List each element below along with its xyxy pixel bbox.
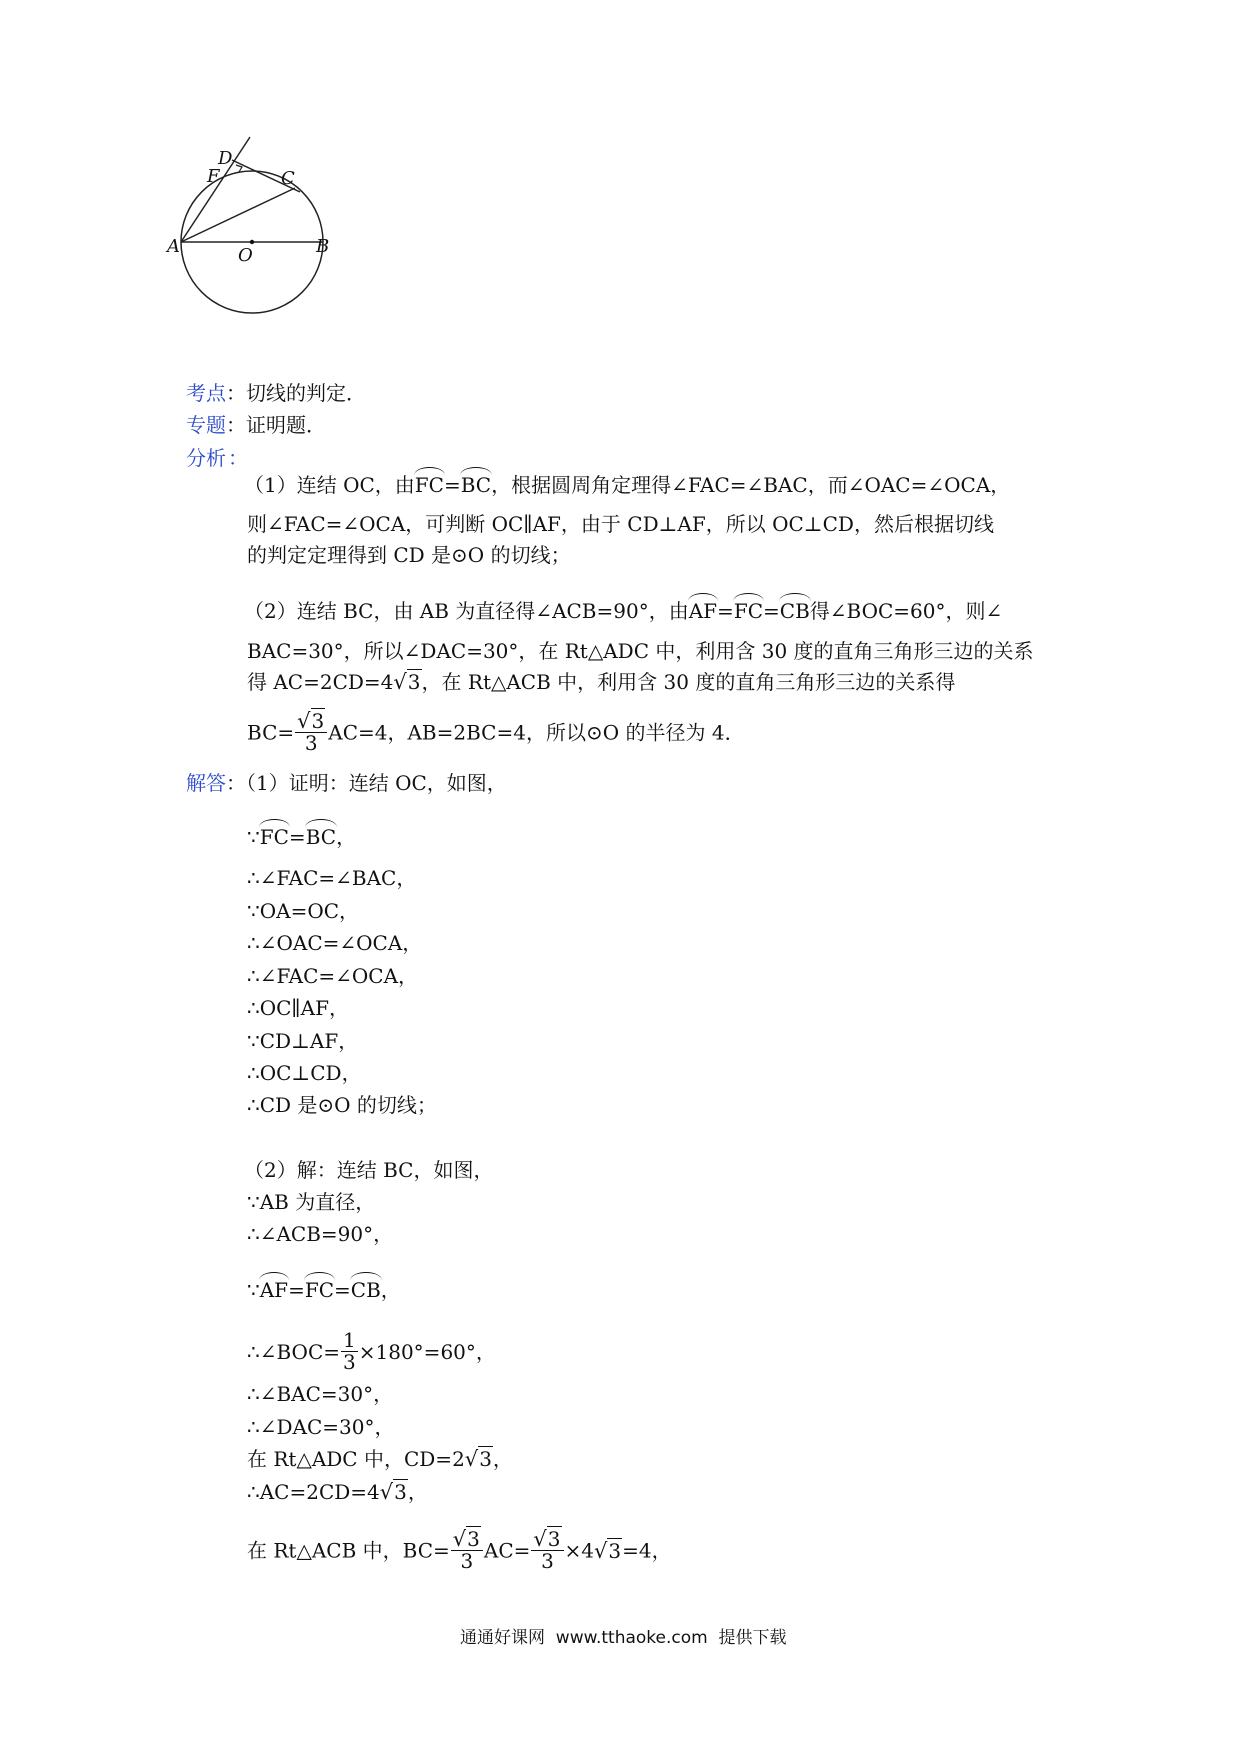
analysis-p1-line3: 的判定定理得到 CD 是⊙O 的切线； xyxy=(247,543,571,567)
arc-bc: BC xyxy=(461,470,491,495)
fraction-sqrt3-over-3: $\frac{√3}{3}$ xyxy=(531,1528,563,1572)
solution-s2-line9: 在 Rt△ACB 中，BC= $\frac{√3}{3}$ AC= $\frac{√3}{3}$ ×4√3=4， xyxy=(247,1527,672,1574)
sqrt-3: √3 xyxy=(464,1447,492,1471)
jieda-label: 解答 xyxy=(186,771,226,795)
center-dot xyxy=(250,240,254,244)
solution-s2-line6: ∴∠DAC=30°， xyxy=(247,1415,395,1439)
fenxi-label: 分析 xyxy=(186,446,226,470)
sqrt-3: √3 xyxy=(594,1538,622,1563)
kaodian-label: 考点 xyxy=(186,381,226,405)
solution-s2-line3: ∵AF=FC=CB， xyxy=(247,1275,401,1300)
solution-s2-line4: ∴∠BOC= $\frac{1}{3}$ ×180°=60°， xyxy=(247,1328,496,1374)
point-label-d: D xyxy=(218,148,233,169)
analysis-p2-line1: （2）连结 BC，由 AB 为直径得∠ACB=90°，由AF=FC=CB得∠BOC=60°，则∠ xyxy=(244,596,1002,621)
point-label-a: A xyxy=(167,236,180,257)
analysis-p1-line2: 则∠FAC=∠OCA，可判断 OC∥AF，由于 CD⊥AF，所以 OC⊥CD，然后根据切线 xyxy=(247,512,994,536)
fraction-sqrt3-over-3: $\frac{√3}{3}$ xyxy=(451,1528,483,1572)
solution-s1-line5: ∴∠FAC=∠OCA， xyxy=(247,964,419,988)
geometry-figure xyxy=(160,130,370,345)
arc-fc: FC xyxy=(415,470,444,495)
right-angle-mark xyxy=(236,165,242,172)
analysis-p2-line4: BC= $\frac{√3}{3}$ AC=4，AB=2BC=4，所以⊙O 的半径为 4． xyxy=(247,709,745,756)
solution-s2-line7: 在 Rt△ADC 中，CD=2√3， xyxy=(247,1447,513,1471)
solution-s1-line7: ∵CD⊥AF， xyxy=(247,1029,359,1053)
sqrt-3: √3 xyxy=(393,670,421,694)
fraction-sqrt3-over-3: $\frac{√3}{3}$ xyxy=(295,710,327,754)
solution-s1-line9: ∴CD 是⊙O 的切线； xyxy=(247,1093,437,1117)
arc-fc: FC xyxy=(734,596,763,621)
arc-af: AF xyxy=(689,596,717,621)
solution-s1-line4: ∴∠OAC=∠OCA， xyxy=(247,931,423,955)
analysis-p2-line2: BAC=30°，所以∠DAC=30°，在 Rt△ADC 中，利用含 30 度的直角三角形三边的关系 xyxy=(247,639,1034,663)
jieda-row xyxy=(186,773,507,793)
zhuanti-row xyxy=(186,415,326,435)
fraction-1-over-3: $\frac{1}{3}$ xyxy=(343,1328,356,1374)
solution-s2-line8: ∴AC=2CD=4√3， xyxy=(247,1480,428,1504)
solution-s1-line3: ∵OA=OC， xyxy=(247,899,360,923)
point-label-c: C xyxy=(281,168,295,189)
arc-fc: FC xyxy=(260,822,289,847)
solution-s1-line1: ∵FC=BC， xyxy=(247,822,356,847)
arc-cb: CB xyxy=(780,596,810,621)
solution-s1-line6: ∴OC∥AF， xyxy=(247,996,349,1020)
analysis-p2-line3: 得 AC=2CD=4√3，在 Rt△ACB 中，利用含 30 度的直角三角形三边的关系得 xyxy=(247,670,956,694)
point-label-b: B xyxy=(316,236,330,257)
solution-s2-line2: ∴∠ACB=90°， xyxy=(247,1222,394,1246)
point-label-o: O xyxy=(238,245,253,266)
page-footer: 通通好课网 www.tthaoke.com 提供下载 xyxy=(460,1628,787,1648)
arc-af: AF xyxy=(260,1275,288,1300)
analysis-p1-line1: （1）连结 OC，由FC=BC，根据圆周角定理得∠FAC=∠BAC，而∠OAC=∠OCA， xyxy=(244,470,1010,495)
arc-fc: FC xyxy=(305,1275,334,1300)
solution-part2-title: （2）解：连结 BC，如图， xyxy=(244,1158,494,1182)
sqrt-3: √3 xyxy=(379,1480,407,1504)
solution-s2-line5: ∴∠BAC=30°， xyxy=(247,1382,394,1406)
zhuanti-label: 专题 xyxy=(186,413,226,437)
arc-bc: BC xyxy=(306,822,336,847)
kaodian-row xyxy=(186,383,366,403)
kaodian-text: ：切线的判定． xyxy=(226,381,366,405)
solution-s1-line2: ∴∠FAC=∠BAC， xyxy=(247,866,417,890)
solution-s2-line1: ∵AB 为直径， xyxy=(247,1190,376,1214)
solution-part1-title: ：（1）证明：连结 OC，如图， xyxy=(226,771,507,795)
point-label-f: F xyxy=(207,166,220,187)
zhuanti-text: ：证明题． xyxy=(226,413,326,437)
arc-cb: CB xyxy=(351,1275,381,1300)
solution-s1-line8: ∴OC⊥CD， xyxy=(247,1061,362,1085)
